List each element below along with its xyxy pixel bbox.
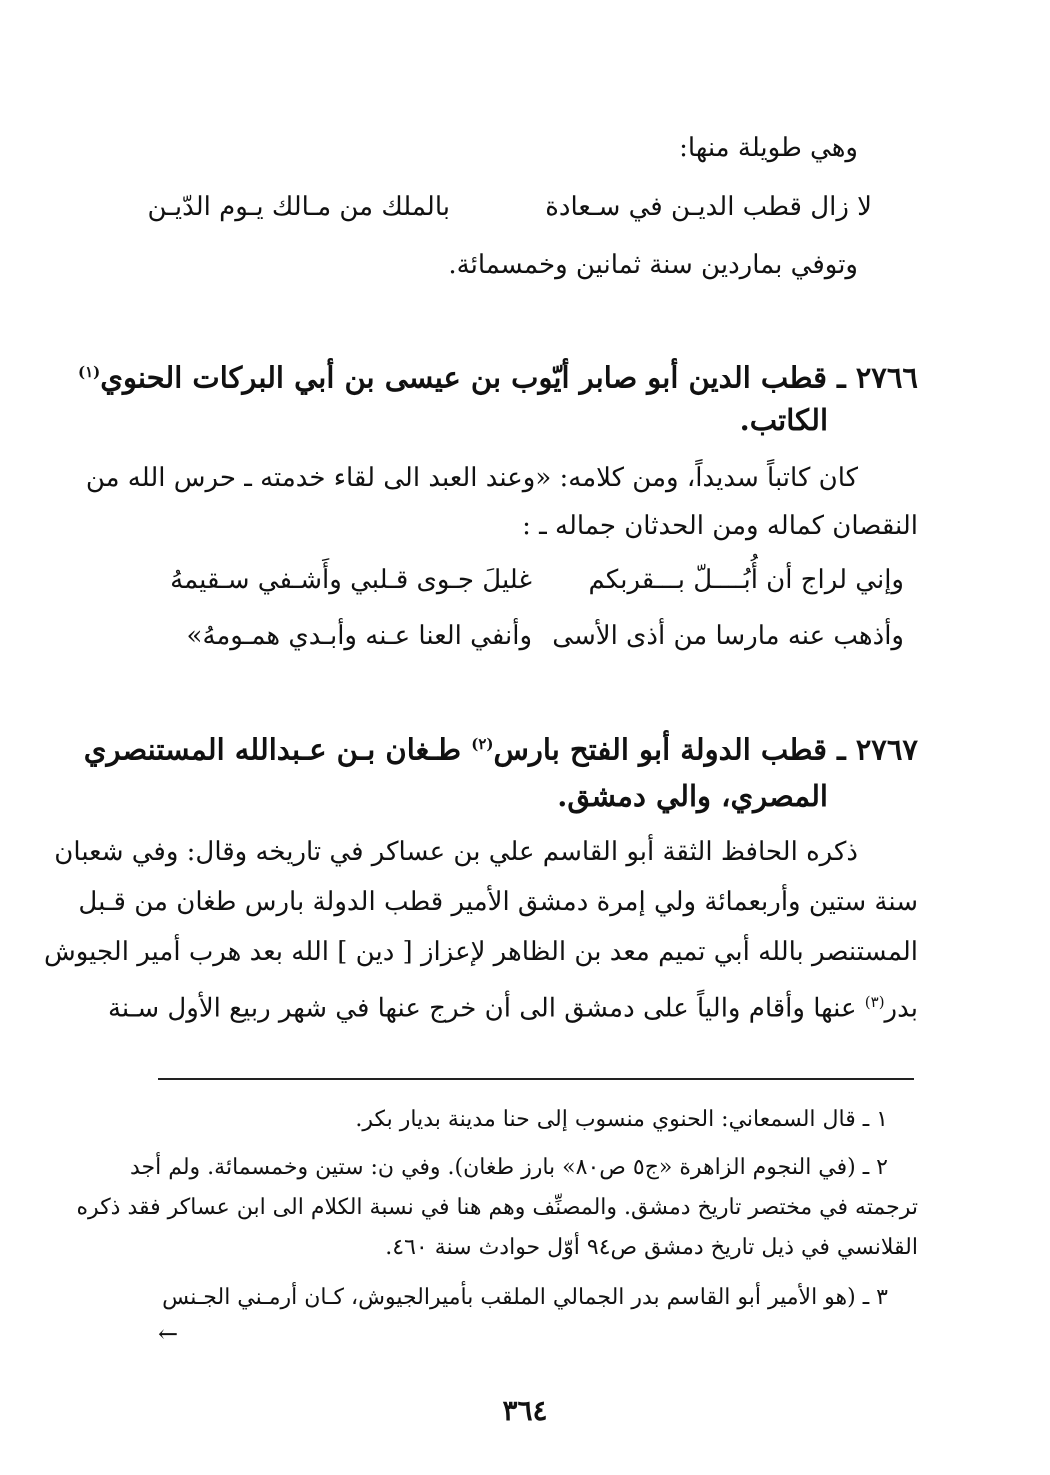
page-number: ٣٦٤ xyxy=(502,1394,548,1427)
verse-hemistich-right: وأذهب عنه مارسا من أذى الأسى xyxy=(552,621,904,651)
footnote-line: ١ ـ قال السمعاني: الحنوي منسوب إلى حنا مدينة بديار بكر. xyxy=(355,1107,888,1132)
verse-hemistich-right: وإني لراج أن أُبُــــلّ بـــقربكم xyxy=(588,565,904,595)
footnote-ref: (٢) xyxy=(471,735,494,753)
verse-hemistich-left: غليلَ جـوى قـلبي وأَشـفي سـقيمهُ xyxy=(170,565,532,595)
body-line: المستنصر بالله أبي تميم معد بن الظاهر لإعزاز [ دين ] الله بعد هرب أمير الجيوش xyxy=(44,937,918,967)
footnote-line: القلانسي في ذيل تاريخ دمشق ص٩٤ أوّل حوادث سنة ٤٦٠. xyxy=(385,1235,918,1260)
body-line: سنة ستين وأربعمائة ولي إمرة دمشق الأمير قطب الدولة بارس طغان من قـبل xyxy=(78,887,918,917)
body-text: بدر xyxy=(884,993,918,1024)
verse-hemistich-left: بالملك من مـالك يـوم الدّيـن xyxy=(147,192,450,222)
entry-heading-continuation: المصري، والي دمشق. xyxy=(557,779,828,813)
body-line xyxy=(108,982,918,1029)
entry-heading xyxy=(78,352,918,398)
footnote-line: ترجمته في مختصر تاريخ دمشق. والمصنِّف وهم هنا في نسبة الكلام الى ابن عساكر فقد ذكره xyxy=(76,1195,918,1220)
entry-heading-text: طـغان بـن عـبدالله المستنصري xyxy=(83,732,462,767)
entry-heading xyxy=(84,724,918,770)
verse-hemistich-left: وأنفي العنا عـنه وأبـدي همـومهُ» xyxy=(186,621,532,651)
body-line: كان كاتباً سديداً، ومن كلامه: «وعند العبد الى لقاء خدمته ـ حرس الله من xyxy=(85,463,858,493)
body-line: ذكره الحافظ الثقة أبو القاسم علي بن عساكر في تاريخه وقال: وفي شعبان xyxy=(54,837,858,867)
footnote-line: ٣ ـ (هو الأمير أبو القاسم بدر الجمالي الملقب بأميرالجيوش، كـان أرمـني الجـنس xyxy=(162,1285,888,1310)
footnote-ref: (١) xyxy=(77,363,101,381)
footnote-ref: (٣) xyxy=(864,993,885,1011)
entry-heading-continuation: الكاتب. xyxy=(739,403,828,437)
continuation-arrow-icon: ← xyxy=(158,1320,179,1348)
entry-heading-text: ـ قطب الدين أبو صابر أيّوب بن عيسى بن أبي البركات الحنوي xyxy=(100,360,846,395)
entry-number: ٢٧٦٦ xyxy=(855,360,918,395)
body-text: عنها وأقام والياً على دمشق الى أن خرج عنها في شهر ربيع الأول سـنة xyxy=(107,993,857,1024)
entry-number: ٢٧٦٧ xyxy=(855,732,918,767)
verse-hemistich-right: لا زال قطب الديـن في سـعادة xyxy=(545,192,872,222)
entry-heading-text: ـ قطب الدولة أبو الفتح بارس xyxy=(493,732,846,767)
footnote-separator xyxy=(158,1078,914,1080)
intro-line: وتوفي بماردين سنة ثمانين وخمسمائة. xyxy=(448,250,858,280)
footnote-line: ٢ ـ (في النجوم الزاهرة «ج٥ ص٨٠» بارز طغان). وفي ن: ستين وخمسمائة. ولم أجد xyxy=(129,1155,888,1180)
intro-line: وهي طويلة منها: xyxy=(679,133,858,163)
body-line: النقصان كماله ومن الحدثان جماله ـ : xyxy=(522,511,918,541)
